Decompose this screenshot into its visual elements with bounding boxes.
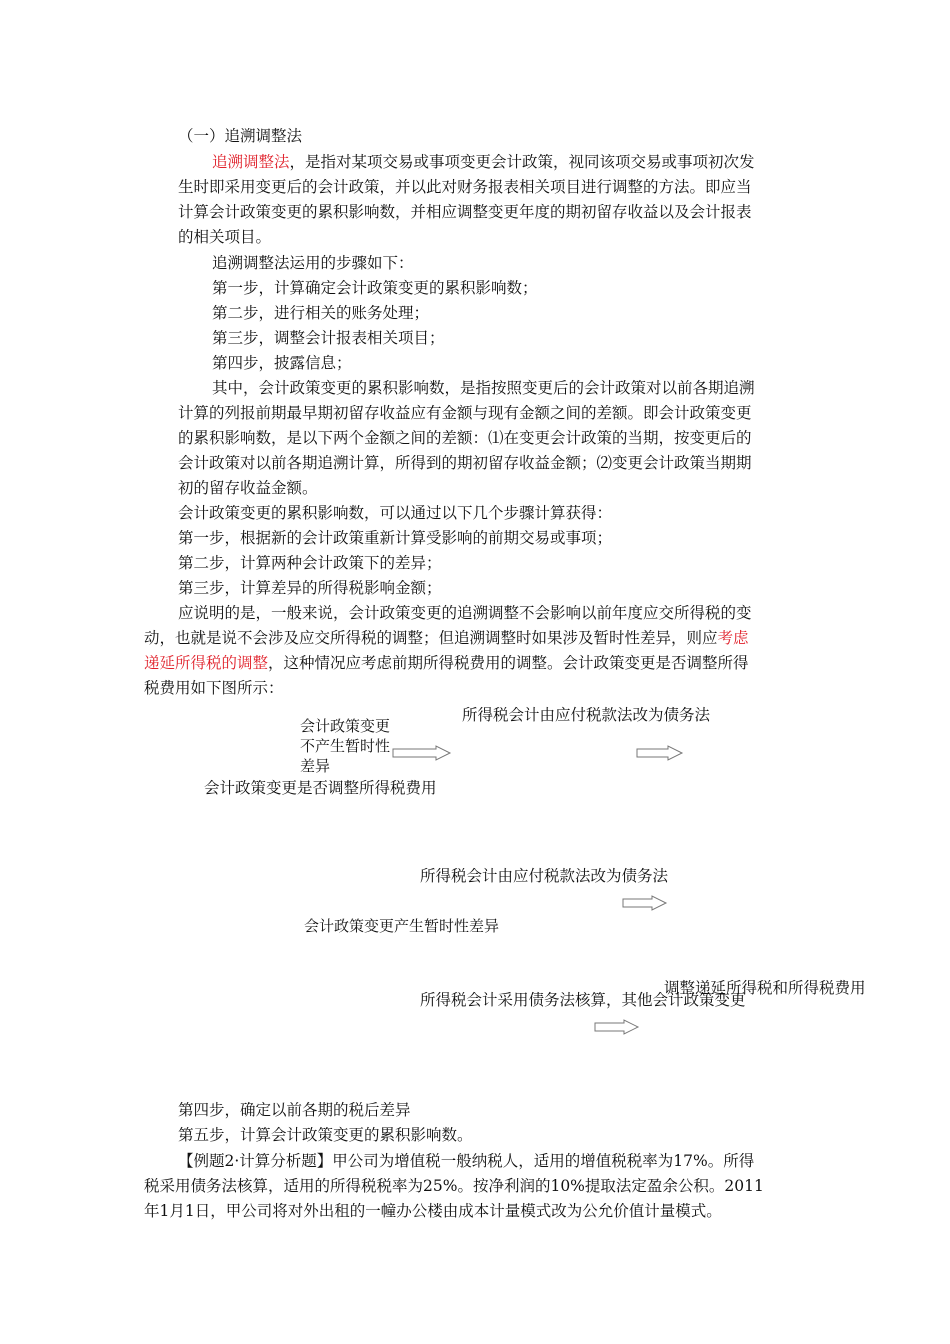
calc-step: 第一步，根据新的会计政策重新计算受影响的前期交易或事项； bbox=[178, 529, 613, 547]
calc-step: 第三步，计算差异的所得税影响金额； bbox=[178, 579, 442, 597]
calc-step: 第五步，计算会计政策变更的累积影响数。 bbox=[178, 1126, 473, 1144]
calc-step: 第二步，计算两种会计政策下的差异； bbox=[178, 554, 442, 572]
term-highlight: 追溯调整法 bbox=[212, 153, 290, 171]
arrow-icon bbox=[636, 745, 684, 761]
section-title: （一）追溯调整法 bbox=[178, 127, 303, 145]
paragraph-line: 其中，会计政策变更的累积影响数，是指按照变更后的会计政策对以前各期追溯 bbox=[212, 379, 755, 397]
paragraph-line: 初的留存收益金额。 bbox=[178, 479, 318, 497]
term-highlight: 递延所得税的调整 bbox=[144, 654, 269, 672]
paragraph-line: 税费用如下图所示： bbox=[144, 679, 284, 697]
term-highlight: 考虑 bbox=[717, 629, 749, 647]
paragraph-line: 计算的列报前期最早期初留存收益应有金额与现有金额之间的差额。即会计政策变更 bbox=[178, 404, 752, 422]
step-item: 第四步，披露信息； bbox=[212, 354, 352, 372]
box-temp-diff: 会计政策变更产生暂时性差异 bbox=[304, 917, 500, 935]
branch3-condition: 所得税会计采用债务法核算，其他会计政策变更 bbox=[420, 991, 746, 1009]
paragraph-line: 计算会计政策变更的累积影响数，并相应调整变更年度的期初留存收益以及会计报表 bbox=[178, 203, 752, 221]
paragraph-line: 动，也就是说不会涉及应交所得税的调整；但追溯调整时如果涉及暂时性差异，则应考虑 bbox=[144, 629, 749, 647]
paragraph-line: 应说明的是，一般来说，会计政策变更的追溯调整不会影响以前年度应交所得税的变 bbox=[178, 604, 752, 622]
step-item: 第二步，进行相关的账务处理； bbox=[212, 304, 430, 322]
steps-intro: 追溯调整法运用的步骤如下： bbox=[212, 254, 414, 272]
example-line: 年1月1日，甲公司将对外出租的一幢办公楼由成本计量模式改为公允价值计量模式。 bbox=[144, 1202, 722, 1220]
root-label: 会计政策变更是否调整所得税费用 bbox=[204, 779, 437, 797]
paragraph-line: 的累积影响数，是以下两个金额之间的差额：⑴在变更会计政策的当期，按变更后的 bbox=[178, 429, 752, 447]
paragraph-line: 会计政策对以前各期追溯计算，所得到的期初留存收益金额；⑵变更会计政策当期期 bbox=[178, 454, 752, 472]
branch1-condition: 所得税会计由应付税款法改为债务法 bbox=[462, 706, 711, 724]
calc-intro: 会计政策变更的累积影响数，可以通过以下几个步骤计算获得： bbox=[178, 504, 613, 522]
arrow-icon bbox=[594, 1019, 640, 1035]
calc-step: 第四步，确定以前各期的税后差异 bbox=[178, 1101, 411, 1119]
paragraph-line: 递延所得税的调整，这种情况应考虑前期所得税费用的调整。会计政策变更是否调整所得 bbox=[144, 654, 749, 672]
arrow-icon bbox=[622, 895, 668, 911]
step-item: 第一步，计算确定会计政策变更的累积影响数； bbox=[212, 279, 538, 297]
paragraph-line: 生时即采用变更后的会计政策，并以此对财务报表相关项目进行调整的方法。即应当 bbox=[178, 178, 752, 196]
example-line: 税采用债务法核算，适用的所得税税率为25%。按净利润的10%提取法定盈余公积。2011 bbox=[144, 1177, 764, 1195]
box-no-temp-diff: 会计政策变更不产生暂时性差异 bbox=[300, 717, 391, 775]
arrow-icon bbox=[392, 745, 452, 761]
example-line: 【例题2·计算分析题】甲公司为增值税一般纳税人，适用的增值税税率为17%。所得 bbox=[178, 1152, 755, 1170]
branch2-condition: 所得税会计由应付税款法改为债务法 bbox=[420, 867, 669, 885]
paragraph-line: 追溯调整法，是指对某项交易或事项变更会计政策，视同该项交易或事项初次发 bbox=[212, 153, 755, 171]
step-item: 第三步，调整会计报表相关项目； bbox=[212, 329, 445, 347]
paragraph-line: 的相关项目。 bbox=[178, 228, 272, 246]
branch3-result: 调整递延所得税和所得税费用 bbox=[664, 979, 866, 997]
